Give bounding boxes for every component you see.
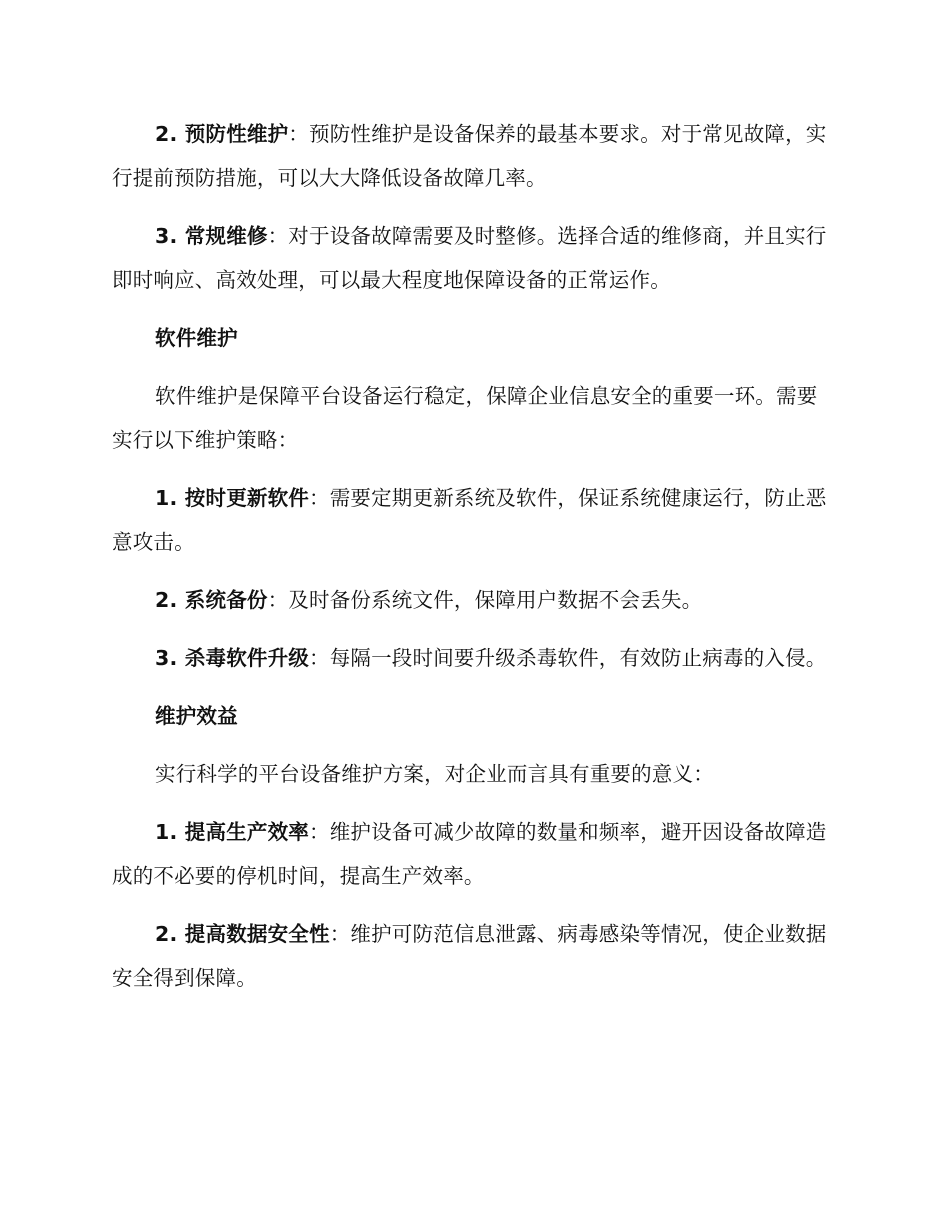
list-item-text: 及时备份系统文件，保障用户数据不会丢失。 [288,588,703,612]
list-item-antivirus-upgrade [112,636,838,680]
paragraph-software-intro: 软件维护是保障平台设备运行稳定，保障企业信息安全的重要一环。需要实行以下维护策略： [112,384,818,452]
list-item-system-backup [112,578,838,622]
list-item-label: 3. 杀毒软件升级 [155,646,309,670]
list-item-label: 2. 系统备份 [155,588,268,612]
paragraph-benefits-intro: 实行科学的平台设备维护方案，对企业而言具有重要的意义： [155,762,714,786]
list-item-text: 每隔一段时间要升级杀毒软件，有效防止病毒的入侵。 [329,646,827,670]
list-item-preventive-maintenance [112,112,838,200]
list-item-separator: ： [329,922,351,946]
list-item-text: 预防性维护是设备保养的最基本要求。对于常见故障，实行提前预防措施，可以大大降低设备故障几率。 [112,122,827,190]
list-item-text: 维护可防范信息泄露、病毒感染等情况，使企业数据安全得到保障。 [112,922,827,990]
list-item-text: 对于设备故障需要及时整修。选择合适的维修商，并且实行即时响应、高效处理，可以最大程度地保障设备的正常运作。 [112,224,827,292]
list-item-separator: ： [309,820,330,844]
list-item-separator: ： [309,646,330,670]
list-item-label: 1. 按时更新软件 [155,486,309,510]
list-item-routine-repair [112,214,838,302]
list-item-data-security [112,912,838,1000]
list-item-separator: ： [309,486,330,510]
list-item-label: 1. 提高生产效率 [155,820,309,844]
list-item-separator: ： [267,224,289,248]
list-item-text: 需要定期更新系统及软件，保证系统健康运行，防止恶意攻击。 [112,486,827,554]
list-item-text: 维护设备可减少故障的数量和频率，避开因设备故障造成的不必要的停机时间，提高生产效率。 [112,820,827,888]
list-item-separator: ： [267,588,289,612]
list-item-separator: ： [288,122,309,146]
list-item-label: 3. 常规维修 [155,224,268,248]
list-item-update-software [112,476,838,564]
list-item-production-efficiency [112,810,838,898]
section-heading-software-maintenance: 软件维护 [155,326,238,350]
list-item-label: 2. 预防性维护 [155,122,289,146]
list-item-label: 2. 提高数据安全性 [155,922,330,946]
section-heading-maintenance-benefits: 维护效益 [155,704,238,728]
